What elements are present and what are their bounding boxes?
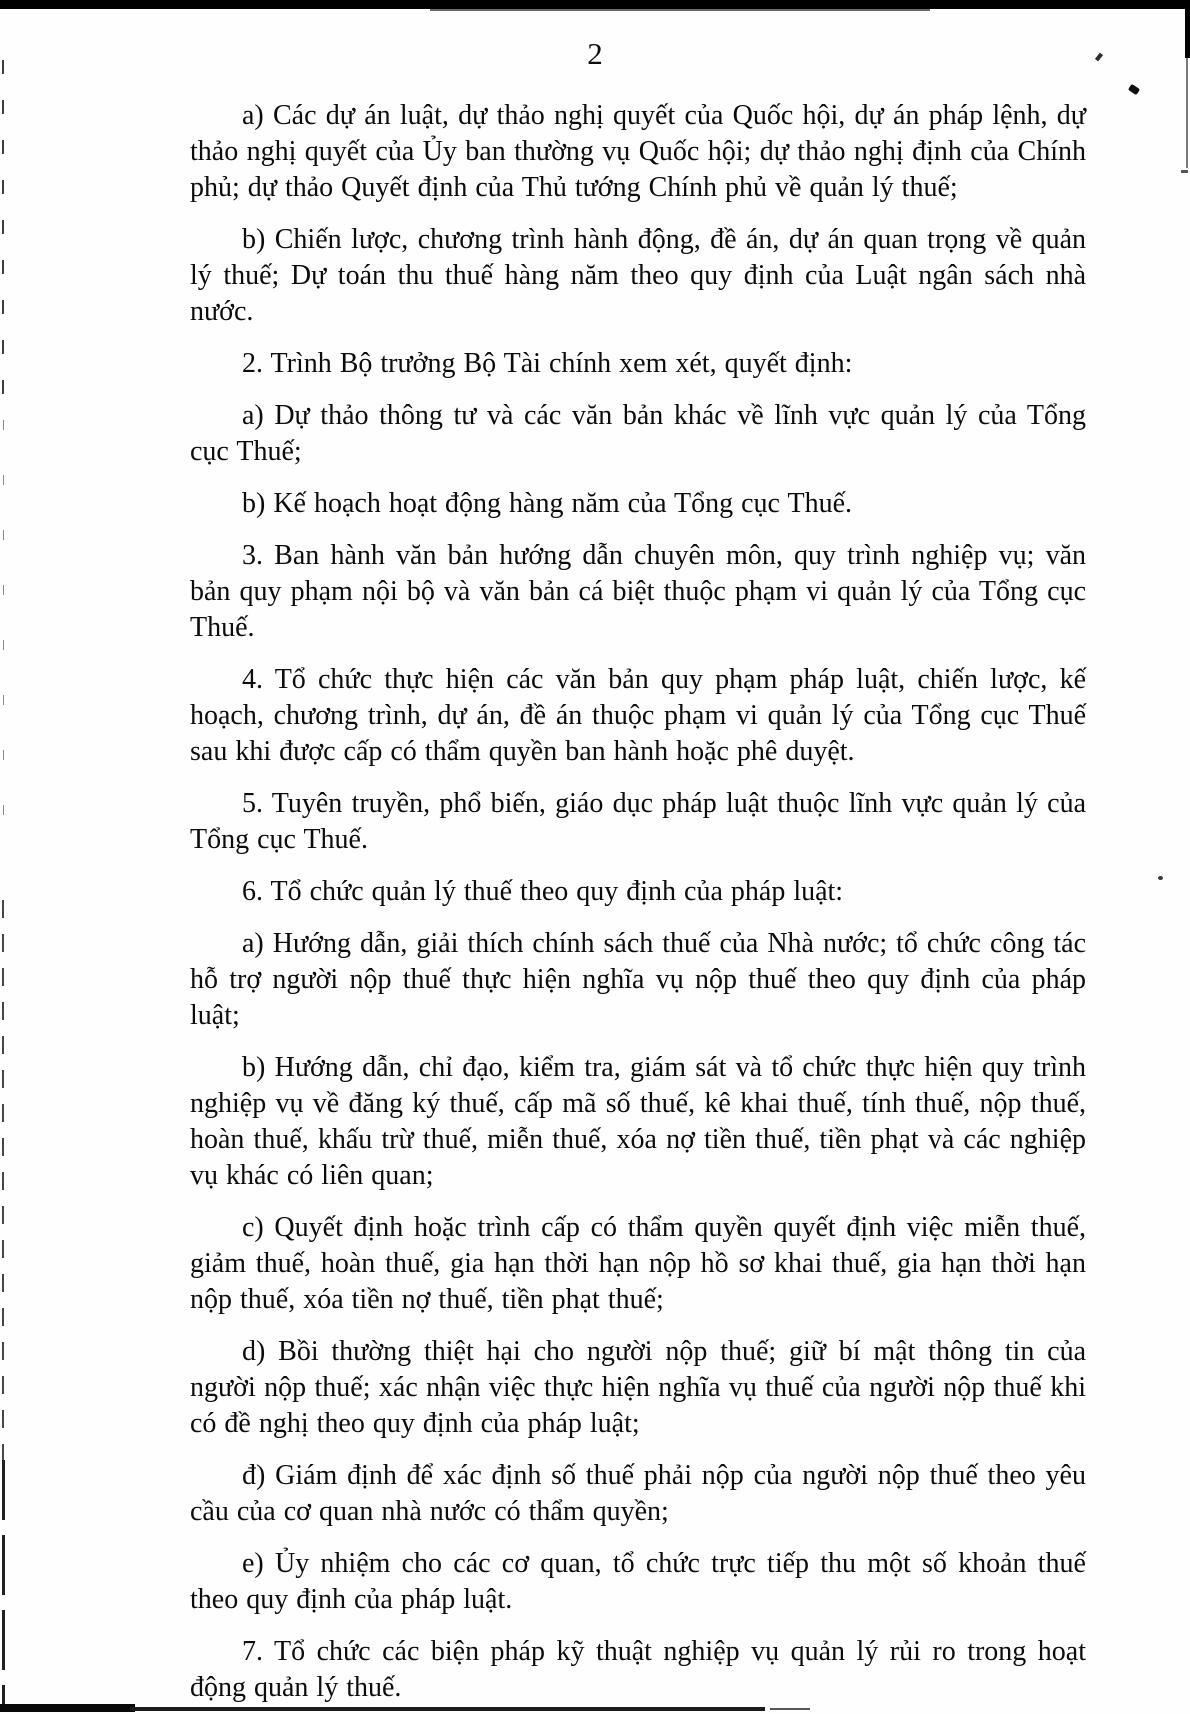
document-paragraph: c) Quyết định hoặc trình cấp có thẩm quyền quyết định việc miễn thuế, giảm thuế, hoàn thuế, gia hạn thời hạn nộp hồ sơ khai thuế, gia hạn thời hạn nộp thuế, xóa tiền nợ thuế, tiền phạt thuế;	[190, 1212, 1086, 1315]
document-paragraph: a) Dự thảo thông tư và các văn bản khác về lĩnh vực quản lý của Tổng cục Thuế;	[190, 400, 1086, 467]
scan-artifact-left-margin-dashes	[2, 60, 4, 400]
document-paragraph: b) Kế hoạch hoạt động hàng năm của Tổng cục Thuế.	[242, 488, 853, 519]
document-paragraph: a) Hướng dẫn, giải thích chính sách thuế của Nhà nước; tổ chức công tác hỗ trợ người nộp thuế thực hiện nghĩa vụ nộp thuế theo quy định của pháp luật;	[190, 928, 1086, 1031]
scan-artifact-right-tick	[1181, 170, 1188, 173]
document-paragraph: 7. Tổ chức các biện pháp kỹ thuật nghiệp vụ quản lý rủi ro trong hoạt động quản lý thuế.	[190, 1636, 1086, 1703]
document-paragraph: 4. Tổ chức thực hiện các văn bản quy phạm pháp luật, chiến lược, kế hoạch, chương trình, dự án, đề án thuộc phạm vi quản lý của Tổng cục Thuế sau khi được cấp có thẩm quyền ban hành hoặc phê duyệt.	[190, 664, 1086, 767]
scan-artifact-speck	[1158, 876, 1163, 880]
scan-artifact-speck	[1128, 84, 1140, 95]
document-paragraph: 3. Ban hành văn bản hướng dẫn chuyên môn, quy trình nghiệp vụ; văn bản quy phạm nội bộ và văn bản cá biệt thuộc phạm vi quản lý của Tổng cục Thuế.	[190, 540, 1086, 643]
scan-artifact-top-bar-shadow	[430, 9, 930, 11]
scan-artifact-left-margin-dashes	[2, 900, 4, 1460]
document-paragraph: 2. Trình Bộ trưởng Bộ Tài chính xem xét, quyết định:	[242, 348, 853, 379]
document-paragraph: b) Hướng dẫn, chỉ đạo, kiểm tra, giám sát và tổ chức thực hiện quy trình nghiệp vụ về đăng ký thuế, cấp mã số thuế, kê khai thuế, tính thuế, nộp thuế, hoàn thuế, khấu trừ thuế, miễn thuế, xóa nợ tiền thuế, tiền phạt và các nghiệp vụ khác có liên quan;	[190, 1052, 1086, 1191]
document-paragraph: 6. Tổ chức quản lý thuế theo quy định của pháp luật:	[242, 876, 844, 907]
scan-artifact-right-edge-line-faint	[1186, 58, 1188, 168]
scan-artifact-bottom-bar	[0, 1704, 135, 1712]
document-paragraph: 5. Tuyên truyền, phổ biến, giáo dục pháp luật thuộc lĩnh vực quản lý của Tổng cục Thuế.	[190, 788, 1086, 855]
document-paragraph: a) Các dự án luật, dự thảo nghị quyết của Quốc hội, dự án pháp lệnh, dự thảo nghị quyết của Ủy ban thường vụ Quốc hội; dự thảo nghị định của Chính phủ; dự thảo Quyết định của Thủ tướng Chính phủ về quản lý thuế;	[190, 100, 1086, 203]
scan-artifact-left-margin-dashes	[2, 1460, 5, 1710]
document-body	[190, 98, 1086, 1714]
scan-artifact-top-bar	[0, 0, 1190, 9]
document-paragraph: e) Ủy nhiệm cho các cơ quan, tổ chức trực tiếp thu một số khoản thuế theo quy định của pháp luật.	[190, 1548, 1086, 1615]
document-paragraph: b) Chiến lược, chương trình hành động, đề án, dự án quan trọng về quản lý thuế; Dự toán thu thuế hàng năm theo quy định của Luật ngân sách nhà nước.	[190, 224, 1086, 327]
page-number: 2	[587, 36, 603, 71]
scan-artifact-left-margin-dashes	[3, 420, 4, 840]
document-paragraph: d) Bồi thường thiệt hại cho người nộp thuế; giữ bí mật thông tin của người nộp thuế; xác nhận việc thực hiện nghĩa vụ thuế của người nộp thuế khi có đề nghị theo quy định của pháp luật;	[190, 1336, 1086, 1439]
document-paragraph: đ) Giám định để xác định số thuế phải nộp của người nộp thuế theo yêu cầu của cơ quan nhà nước có thẩm quyền;	[190, 1460, 1086, 1527]
